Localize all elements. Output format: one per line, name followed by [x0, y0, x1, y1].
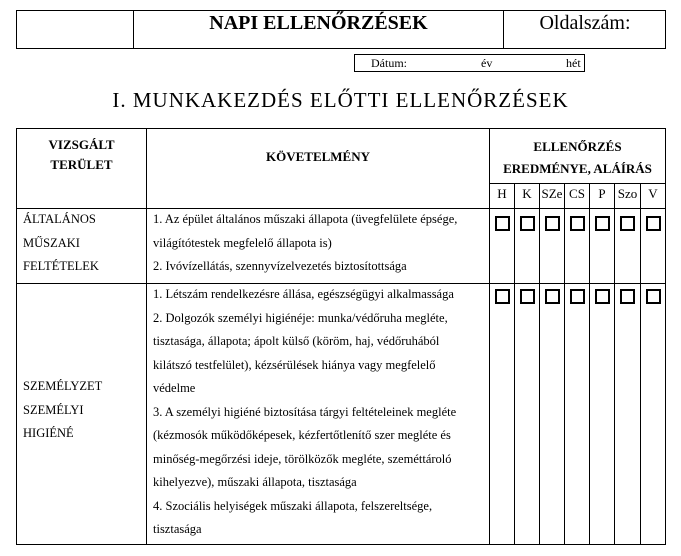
day-column-divider [614, 184, 615, 545]
area-line: SZEMÉLYZET [23, 379, 103, 393]
day-label-k: K [522, 186, 532, 201]
day-label-v: V [648, 186, 658, 201]
day-column-divider [564, 184, 565, 545]
column-header-area-line: TERÜLET [50, 157, 113, 172]
row-area-general [23, 208, 145, 279]
area-line: ÁLTALÁNOS [23, 212, 96, 226]
requirement-line: minőség-megőrzési ideje, törölközők megléte, szeméttároló [153, 451, 452, 466]
requirement-line: védelme [153, 381, 196, 395]
checkbox-general-sze[interactable] [545, 216, 560, 231]
row-requirement-staff [153, 283, 489, 542]
day-column-divider [539, 184, 540, 545]
checkbox-general-szo[interactable] [620, 216, 635, 231]
requirement-line: világítótestek megfelelő állapota is) [153, 235, 332, 250]
requirement-line: 1. Az épület általános műszaki állapota (üvegfelülete épsége, [153, 212, 458, 226]
checkbox-staff-sze[interactable] [545, 289, 560, 304]
area-line: SZEMÉLYI [23, 402, 84, 417]
row-area-staff [23, 375, 145, 446]
date-label: Dátum: [371, 56, 407, 70]
checkbox-general-h[interactable] [495, 216, 510, 231]
day-column-divider [640, 184, 641, 545]
table-border-top [16, 128, 666, 129]
column-header-area-line: VIZSGÁLT [48, 137, 115, 152]
table-border-left [16, 128, 17, 545]
requirement-line: tisztasága [153, 522, 202, 536]
column-header-area [17, 135, 146, 175]
checkbox-staff-szo[interactable] [620, 289, 635, 304]
day-label-sze: SZe [541, 186, 563, 201]
checkbox-general-k[interactable] [520, 216, 535, 231]
requirement-line: (kézmosók működőképesek, kézfertőtlenítő szer megléte és [153, 428, 451, 442]
requirement-line: kilátszó testfelület), kézsérülések hiánya vagy megfelelő [153, 357, 436, 372]
table-border-right [665, 128, 666, 545]
checkbox-general-p[interactable] [595, 216, 610, 231]
day-label-p: P [598, 186, 606, 201]
section-title: I. MUNKAKEZDÉS ELŐTTI ELLENŐRZÉSEK [112, 88, 569, 112]
requirement-line: 1. Létszám rendelkezésre állása, egészségügyi alkalmassága [153, 287, 454, 301]
requirement-line: kihelyezve), műszaki állapota, tisztasága [153, 475, 357, 489]
requirement-line: 4. Szociális helyiségek műszaki állapota, felszereltsége, [153, 498, 433, 513]
area-line: HIGIÉNÉ [23, 426, 74, 440]
column-header-result-line: ELLENŐRZÉS [533, 139, 622, 154]
checkbox-staff-cs[interactable] [570, 289, 585, 304]
date-week-label: hét [566, 56, 581, 70]
checkbox-general-cs[interactable] [570, 216, 585, 231]
requirement-line: tisztasága, állapota; ápolt külső (köröm, haj, védőruhából [153, 334, 440, 348]
checkbox-staff-k[interactable] [520, 289, 535, 304]
requirement-line: 2. Ivóvízellátás, szennyvízelvezetés biztosítottsága [153, 259, 407, 273]
day-column-divider [589, 184, 590, 545]
checkbox-general-v[interactable] [646, 216, 661, 231]
row-requirement-general [153, 208, 489, 279]
checkbox-staff-p[interactable] [595, 289, 610, 304]
date-field[interactable] [354, 54, 585, 72]
column-header-requirement: KÖVETELMÉNY [265, 149, 370, 164]
area-line: FELTÉTELEK [23, 259, 99, 273]
day-label-h: H [497, 186, 507, 201]
day-label-cs: CS [569, 186, 585, 201]
requirement-line: 3. A személyi higiéné biztosítása tárgyi feltételeinek megléte [153, 404, 457, 419]
page-number-label: Oldalszám: [539, 12, 631, 34]
column-divider [146, 128, 147, 545]
checkbox-staff-h[interactable] [495, 289, 510, 304]
column-header-result-line: EREDMÉNYE, ALÁÍRÁS [503, 161, 652, 176]
day-column-divider [514, 184, 515, 545]
day-label-szo: Szo [617, 186, 638, 201]
table-border-bottom [16, 544, 666, 545]
area-line: MŰSZAKI [23, 235, 80, 250]
document-title: NAPI ELLENŐRZÉSEK [209, 12, 428, 34]
date-year-label: év [481, 56, 493, 70]
requirement-line: 2. Dolgozók személyi higiénéje: munka/védőruha megléte, [153, 310, 448, 325]
column-header-result [490, 136, 665, 180]
checkbox-staff-v[interactable] [646, 289, 661, 304]
